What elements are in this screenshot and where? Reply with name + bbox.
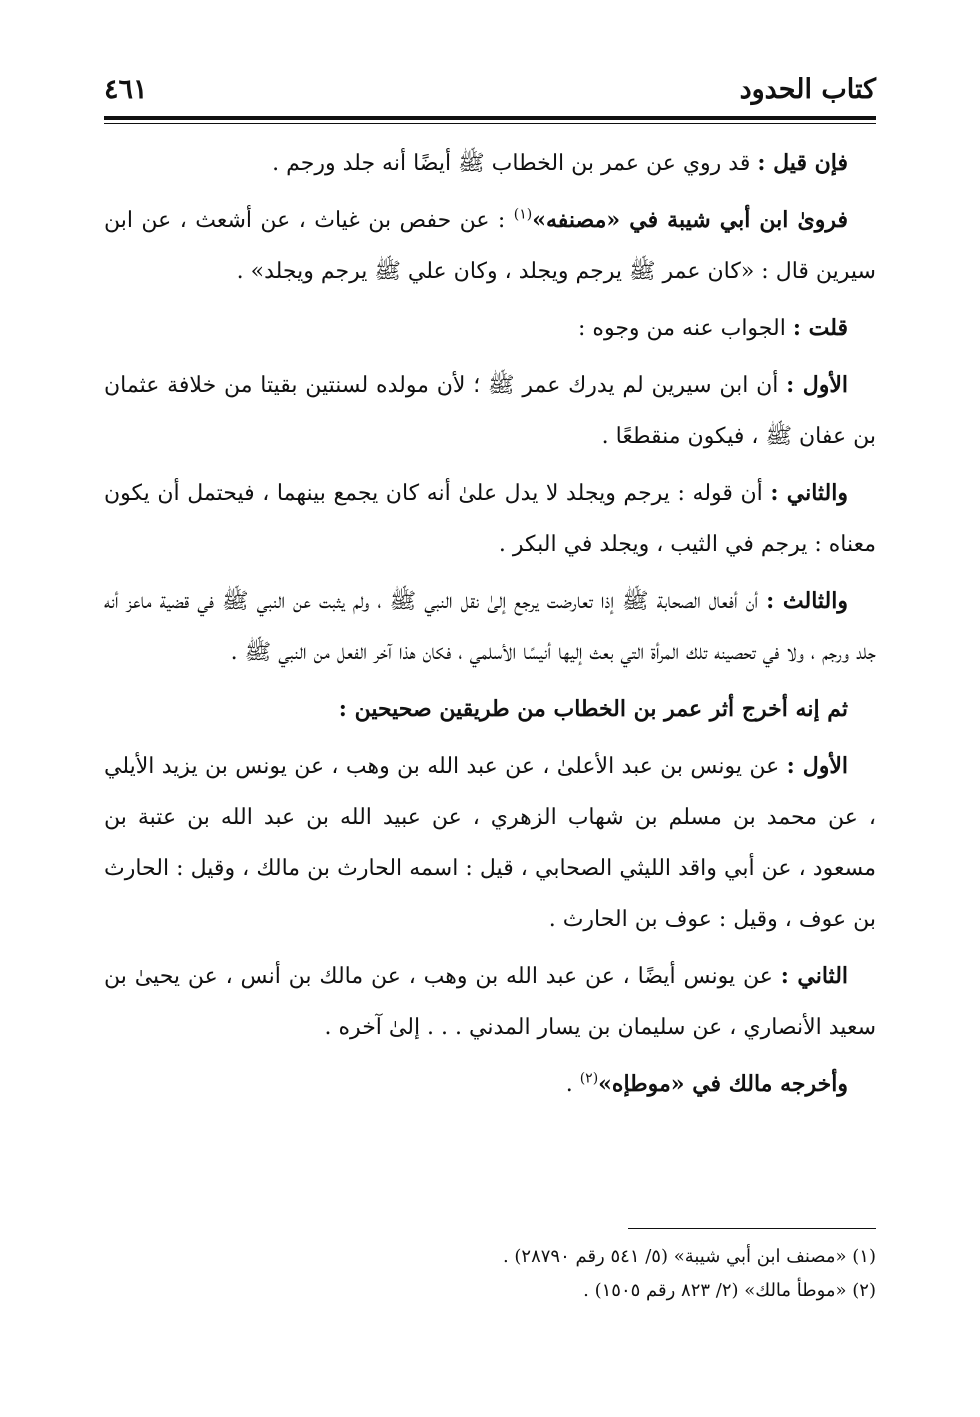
paragraph-lead: الأول : bbox=[786, 372, 848, 398]
footnote-ref: (٢) bbox=[579, 1070, 599, 1087]
paragraph bbox=[104, 1059, 876, 1110]
footnote-ref: (١) bbox=[513, 206, 533, 223]
header-rule-thick bbox=[104, 116, 876, 120]
paragraph bbox=[104, 360, 876, 462]
footnotes bbox=[104, 1240, 876, 1308]
paragraph-text: : عن حفص بن غياث ، عن أشعث ، عن ابن سيرين قال : «كان عمر ﷺ يرجم ويجلد ، وكان علي ﷺ يرجم ويجلد» . bbox=[104, 208, 876, 284]
paragraph-text: أن أفعال الصحابة ﷺ إذا تعارضت يرجع إلىٰ نقل النبي ﷺ ، ولم يثبت عن النبي ﷺ في قضية ماعز أنه جلد ورجم ، ولا في تحصينه تلك المرأة التي بعث إليها أنيسًا الأسلمي ، فكان هذا آخر الفعل من النبي ﷺ . bbox=[104, 589, 876, 665]
paragraph bbox=[104, 576, 876, 678]
running-header bbox=[104, 66, 876, 112]
page-number: ٤٦١ bbox=[104, 73, 148, 105]
paragraph-lead: وأخرجه مالك في «موطإه» bbox=[598, 1071, 848, 1097]
paragraph-lead: فروىٰ ابن أبي شيبة في «مصنفه» bbox=[532, 207, 849, 233]
paragraph bbox=[104, 468, 876, 570]
section-heading: ثم إنه أخرج أثر عمر بن الخطاب من طريقين صحيحين : bbox=[338, 696, 848, 722]
paragraph-text: أن ابن سيرين لم يدرك عمر ﷺ ؛ لأن مولده لسنتين بقيتا من خلافة عثمان بن عفان ﷺ ، فيكون منقطعًا . bbox=[104, 373, 876, 449]
paragraph-lead: الثاني : bbox=[780, 963, 849, 989]
paragraph-text: عن يونس بن عبد الأعلىٰ ، عن عبد الله بن وهب ، عن يونس بن يزيد الأيلي ، عن محمد بن مسلم بن شهاب الزهري ، عن عبيد الله بن عبد الله بن عتبة بن مسعود ، عن أبي واقد الليثي الصحابي ، قيل : اسمه الحارث بن مالك ، وقيل : الحارث بن عوف ، وقيل : عوف بن الحارث . bbox=[104, 754, 876, 932]
paragraph-text: عن يونس أيضًا ، عن عبد الله بن وهب ، عن مالك بن أنس ، عن يحيىٰ بن سعيد الأنصاري ، عن سليمان بن يسار المدني . . . إلىٰ آخره . bbox=[104, 964, 876, 1040]
footnote: (٢) «موطأ مالك» (٢/ ٨٢٣ رقم ١٥٠٥) . bbox=[583, 1280, 876, 1301]
paragraph-text: أن قوله : يرجم ويجلد لا يدل علىٰ أنه كان يجمع بينهما ، فيحتمل أن يكون معناه : يرجم في الثيب ، ويجلد في البكر . bbox=[104, 481, 876, 557]
paragraph-lead: والثالث : bbox=[766, 588, 848, 614]
paragraph-lead: الأول : bbox=[786, 753, 848, 779]
paragraph-lead: قلت : bbox=[792, 315, 848, 341]
paragraph bbox=[104, 741, 876, 945]
paragraph bbox=[104, 195, 876, 297]
paragraph-lead: والثاني : bbox=[770, 480, 848, 506]
footnote: (١) «مصنف ابن أبي شيبة» (٥/ ٥٤١ رقم ٢٨٧٩٠) . bbox=[502, 1246, 876, 1267]
paragraph bbox=[104, 138, 876, 189]
paragraph bbox=[104, 303, 876, 354]
paragraph-text: الجواب عنه من وجوه : bbox=[578, 316, 793, 341]
paragraph-text: . bbox=[565, 1072, 580, 1097]
paragraph-text: قد روي عن عمر بن الخطاب ﷺ أيضًا أنه جلد ورجم . bbox=[272, 151, 758, 176]
paragraph-lead: فإن قيل : bbox=[757, 150, 848, 176]
main-text bbox=[104, 138, 876, 1116]
header-rule-thin bbox=[104, 123, 876, 124]
footnote-separator bbox=[628, 1228, 876, 1229]
chapter-title: كتاب الحدود bbox=[739, 73, 876, 105]
paragraph bbox=[104, 951, 876, 1053]
